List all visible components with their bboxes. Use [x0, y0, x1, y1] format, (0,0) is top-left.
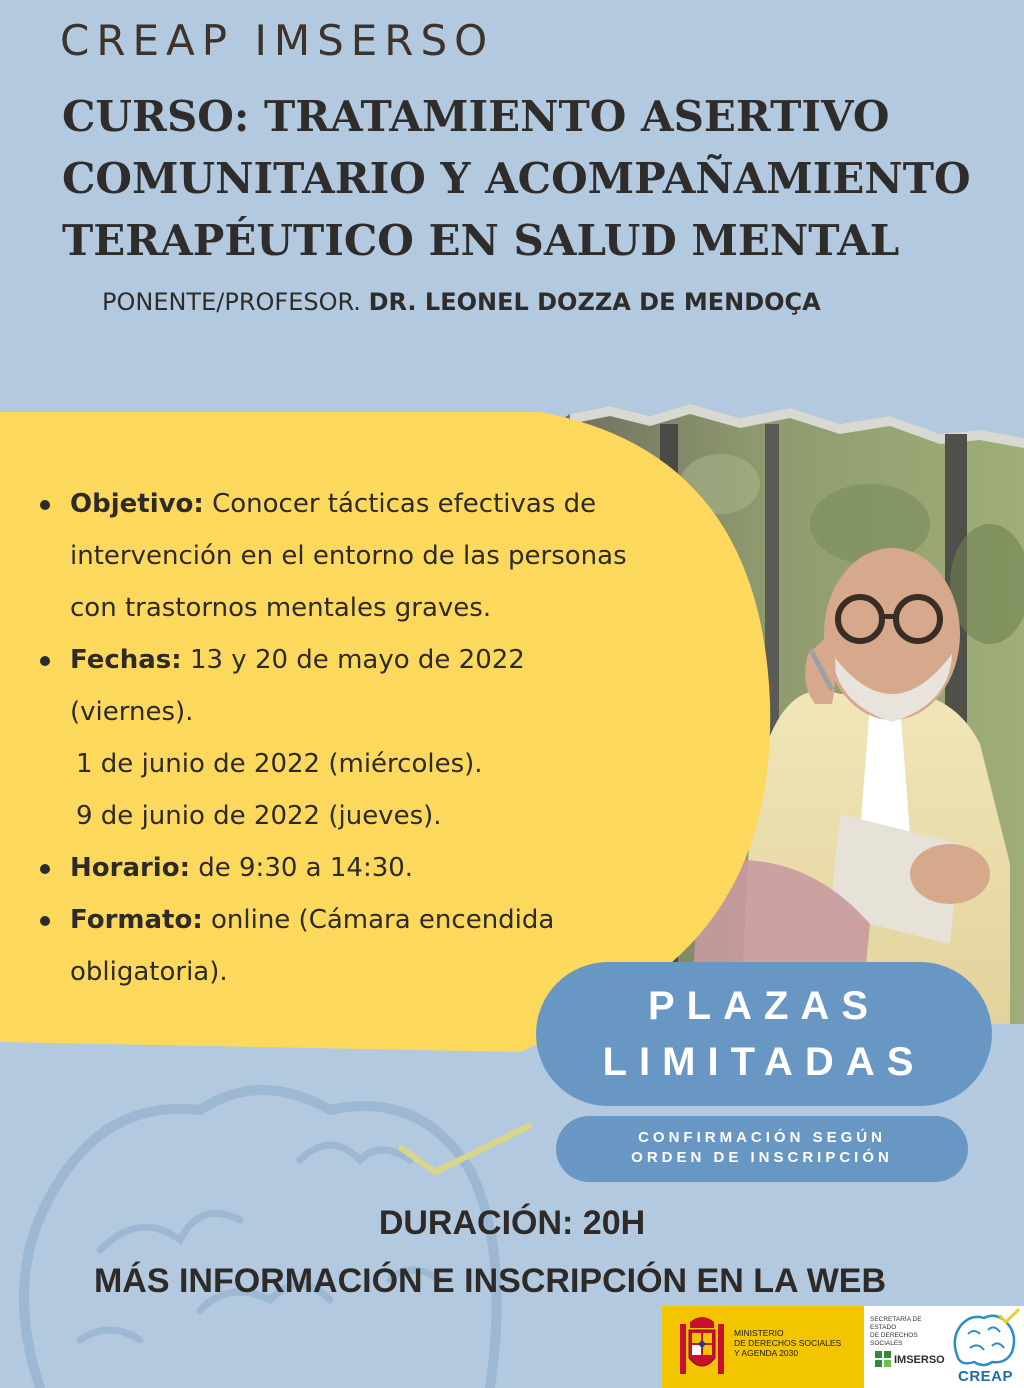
imserso-icon: [874, 1350, 892, 1368]
detail-label: Fechas:: [70, 645, 182, 675]
bullet-icon: [40, 916, 50, 926]
detail-format: [36, 894, 676, 946]
detail-dates: [36, 634, 676, 686]
detail-schedule: [36, 842, 676, 894]
speaker-line: [102, 288, 821, 316]
ministry-name: [734, 1328, 862, 1358]
coat-of-arms-icon: [676, 1312, 728, 1382]
detail-value: (viernes).: [70, 697, 194, 727]
ministry-line: MINISTERIO: [734, 1328, 784, 1338]
ministry-line: DE DERECHOS SOCIALES: [734, 1338, 842, 1348]
detail-value: intervención en el entorno de las personas: [70, 541, 627, 571]
secretary-name: [870, 1316, 948, 1348]
title-line: CURSO: TRATAMIENTO ASERTIVO: [62, 92, 890, 141]
limited-places-badge: [536, 962, 992, 1106]
detail-label: Formato:: [70, 905, 203, 935]
detail-value: 13 y 20 de mayo de 2022: [189, 645, 525, 675]
title-line: COMUNITARIO Y ACOMPAÑAMIENTO: [62, 154, 971, 203]
detail-value: 9 de junio de 2022 (jueves).: [76, 801, 442, 831]
badge-line: LIMITADAS: [602, 1040, 926, 1084]
course-details: [36, 478, 676, 998]
badge-line: CONFIRMACIÓN SEGÚN: [638, 1129, 886, 1146]
course-title: [62, 86, 1002, 272]
ministry-line: Y AGENDA 2030: [734, 1348, 799, 1358]
bullet-icon: [40, 500, 50, 510]
speaker-name: DR. LEONEL DOZZA DE MENDOÇA: [368, 288, 821, 316]
sponsor-logos: [662, 1306, 1024, 1388]
detail-value: online (Cámara encendida: [210, 905, 555, 935]
organization-heading: CREAP IMSERSO: [60, 16, 495, 65]
creap-brain-icon: [948, 1308, 1022, 1370]
confirmation-badge: [556, 1116, 968, 1182]
ministry-logo: [662, 1306, 864, 1388]
detail-value: Conocer tácticas efectivas de: [212, 489, 597, 519]
secretary-line: DE DERECHOS SOCIALES: [870, 1332, 918, 1347]
detail-value: obligatoria).: [70, 957, 228, 987]
detail-value: 1 de junio de 2022 (miércoles).: [76, 749, 483, 779]
detail-label: Objetivo:: [70, 489, 204, 519]
badge-line: ORDEN DE INSCRIPCIÓN: [631, 1149, 893, 1166]
detail-objective: [36, 478, 676, 530]
title-line: TERAPÉUTICO EN SALUD MENTAL: [62, 216, 900, 265]
imserso-logo-text: IMSERSO: [894, 1354, 945, 1366]
bullet-icon: [40, 864, 50, 874]
more-info-text: MÁS INFORMACIÓN E INSCRIPCIÓN EN LA WEB: [93, 1262, 887, 1300]
detail-value: de 9:30 a 14:30.: [198, 853, 414, 883]
speaker-prefix: PONENTE/PROFESOR.: [102, 288, 361, 316]
checkmark-icon: [395, 1118, 535, 1178]
secretary-line: SECRETARÍA DE ESTADO: [870, 1316, 922, 1331]
detail-label: Horario:: [70, 853, 190, 883]
duration-text: DURACIÓN: 20H: [378, 1204, 646, 1242]
bullet-icon: [40, 656, 50, 666]
badge-line: PLAZAS: [648, 984, 880, 1028]
creap-logo-text: CREAP: [958, 1368, 1014, 1385]
detail-value: con trastornos mentales graves.: [70, 593, 492, 623]
